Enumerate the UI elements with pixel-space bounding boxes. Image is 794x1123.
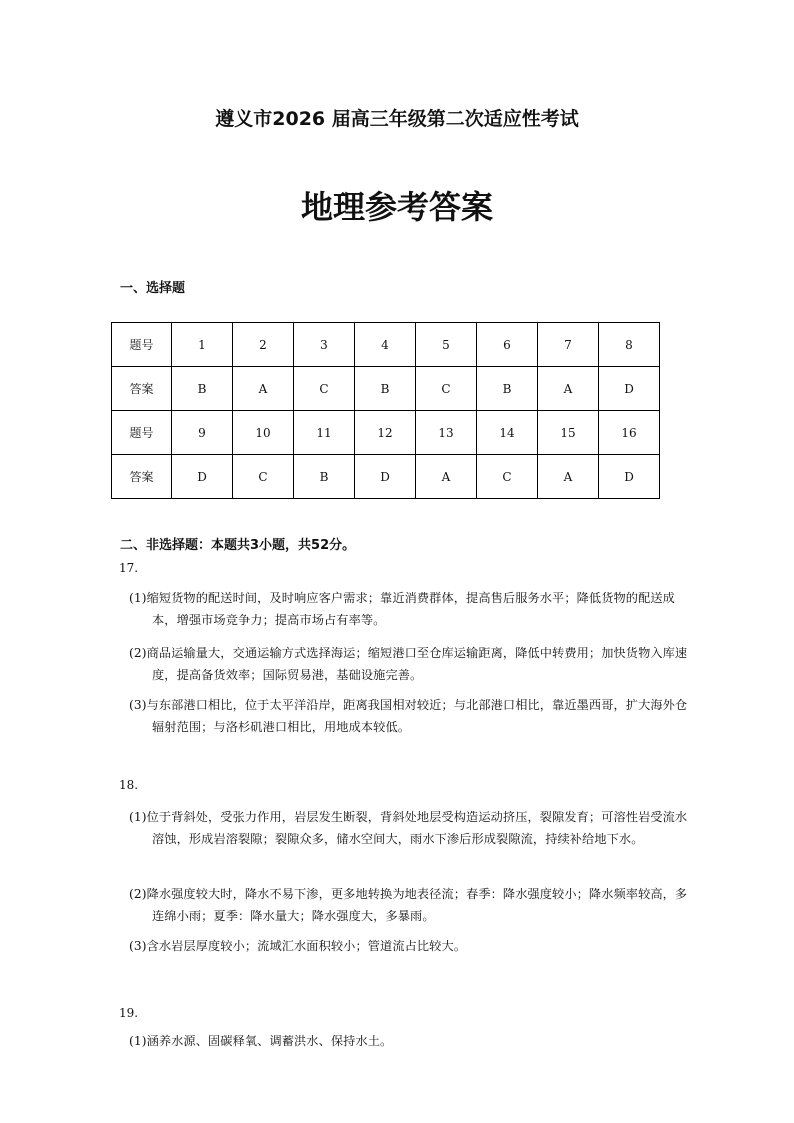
question-number-18: 18. (119, 778, 139, 792)
table-cell: C (294, 367, 355, 411)
table-cell: B (294, 455, 355, 499)
table-cell: C (416, 367, 477, 411)
table-cell: B (477, 367, 538, 411)
row-label: 题号 (112, 411, 172, 455)
table-row (112, 367, 660, 411)
table-cell: 3 (294, 323, 355, 367)
table-cell: 15 (538, 411, 599, 455)
table-cell: D (355, 455, 416, 499)
table-cell: A (416, 455, 477, 499)
row-label: 答案 (112, 455, 172, 499)
table-cell: D (172, 455, 233, 499)
answer-18-1: (1)位于背斜处，受张力作用，岩层发生断裂，背斜处地层受构造运动挤压，裂隙发育；可溶性岩受流水溶蚀，形成岩溶裂隙；裂隙众多，储水空间大，雨水下渗后形成裂隙流，持续补给地下水。 (129, 810, 688, 846)
answer-17-1: (1)缩短货物的配送时间，及时响应客户需求；靠近消费群体，提高售后服务水平；降低货物的配送成本，增强市场竞争力；提高市场占有率等。 (129, 591, 675, 627)
table-cell: 11 (294, 411, 355, 455)
table-cell: 14 (477, 411, 538, 455)
table-cell: D (599, 455, 660, 499)
table-cell: 1 (172, 323, 233, 367)
table-cell: 7 (538, 323, 599, 367)
table-cell: A (538, 455, 599, 499)
table-cell: C (477, 455, 538, 499)
question-number-19: 19. (119, 1006, 139, 1020)
table-cell: D (599, 367, 660, 411)
section-heading-nonchoice: 二、非选择题：本题共3小题，共52分。 (120, 538, 356, 553)
table-cell: 10 (233, 411, 294, 455)
row-label: 题号 (112, 323, 172, 367)
answer-17-3: (3)与东部港口相比，位于太平洋沿岸，距离我国相对较近；与北部港口相比，靠近墨西哥，扩大海外仓辐射范围；与洛杉矶港口相比，用地成本较低。 (129, 698, 688, 734)
table-cell: 16 (599, 411, 660, 455)
table-cell: B (355, 367, 416, 411)
answer-18-3: (3)含水岩层厚度较小；流域汇水面积较小；管道流占比较大。 (129, 939, 467, 953)
answer-table (111, 322, 660, 499)
table-cell: 8 (599, 323, 660, 367)
table-cell: A (233, 367, 294, 411)
page-title: 地理参考答案 (300, 188, 493, 226)
table-cell: 9 (172, 411, 233, 455)
table-cell: 5 (416, 323, 477, 367)
answer-18-2: (2)降水强度较大时，降水不易下渗，更多地转换为地表径流；春季：降水强度较小；降水频率较高，多连绵小雨；夏季：降水量大；降水强度大，多暴雨。 (129, 887, 688, 923)
table-cell: 4 (355, 323, 416, 367)
section-heading-choice: 一、选择题 (120, 281, 186, 296)
answer-17-2: (2)商品运输量大，交通运输方式选择海运；缩短港口至仓库运输距离，降低中转费用；加快货物入库速度，提高备货效率；国际贸易港，基础设施完善。 (129, 646, 688, 682)
table-cell: B (172, 367, 233, 411)
table-cell: 12 (355, 411, 416, 455)
table-cell: 2 (233, 323, 294, 367)
table-cell: A (538, 367, 599, 411)
answer-19-1: (1)涵养水源、固碳释氧、调蓄洪水、保持水土。 (129, 1034, 393, 1048)
table-row (112, 323, 660, 367)
table-cell: 13 (416, 411, 477, 455)
row-label: 答案 (112, 367, 172, 411)
question-number-17: 17. (119, 561, 139, 575)
table-row (112, 455, 660, 499)
table-cell: 6 (477, 323, 538, 367)
exam-subtitle: 遵义市2026 届高三年级第二次适应性考试 (215, 108, 579, 130)
table-cell: C (233, 455, 294, 499)
table-row (112, 411, 660, 455)
